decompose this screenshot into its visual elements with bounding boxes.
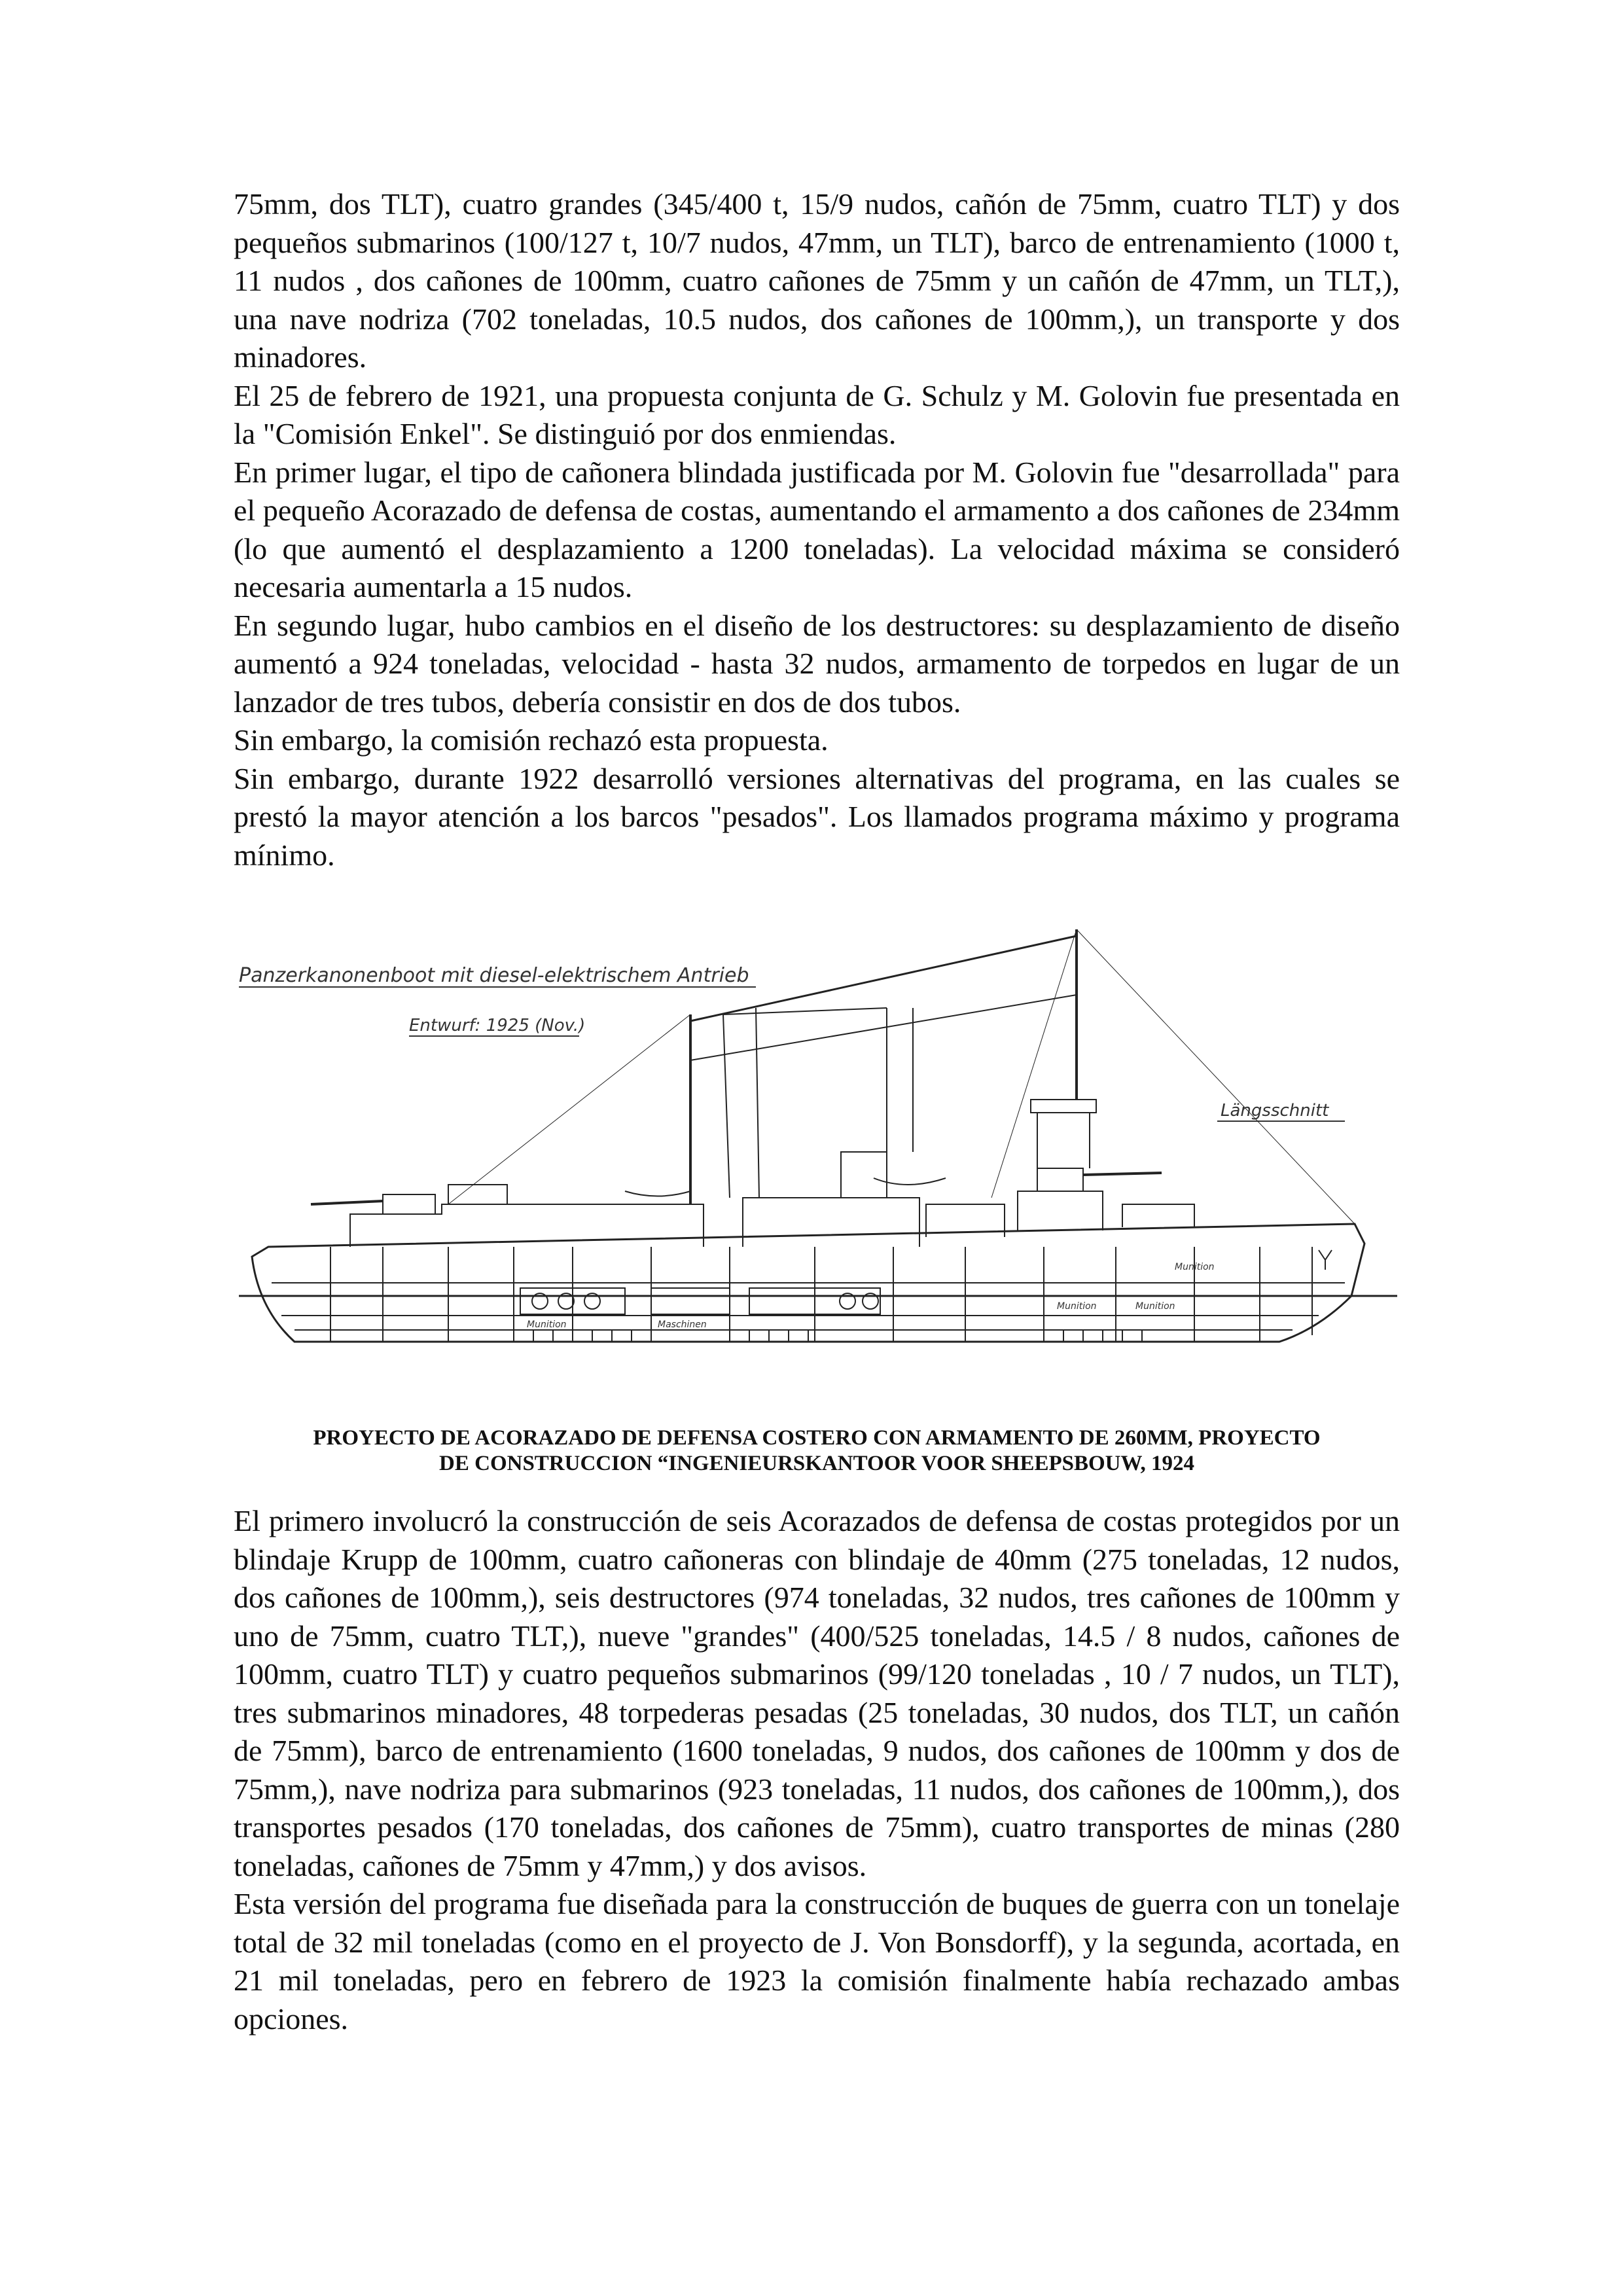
compartment-label: Munition <box>1175 1262 1215 1272</box>
ship-longitudinal-section <box>232 916 1404 1391</box>
paragraph: El 25 de febrero de 1921, una propuesta conjunta de G. Schulz y M. Golovin fue presentada en la "Comisión Enkel". Se distinguió por dos enmiendas. <box>234 378 1400 450</box>
compartment-label: Munition <box>527 1319 567 1330</box>
paragraph: 75mm, dos TLT), cuatro grandes (345/400 t, 15/9 nudos, cañón de 75mm, cuatro TLT) y dos pequeños submarinos (100/127 t, 10/7 nudos, 47mm, un TLT), barco de entrenamiento (1000 t, 11 nudos , dos cañones de 100mm, cuatro cañones de 75mm y un cañón de 47mm, un TLT,), una nave nodriza (702 toneladas, 10.5 nudos, dos cañones de 100mm,), un transporte y dos minadores. <box>234 187 1400 374</box>
paragraph: Sin embargo, durante 1922 desarrolló versiones alternativas del programa, en las cuales se prestó la mayor atención a los barcos "pesados". Los llamados programa máximo y programa mínimo. <box>234 761 1400 872</box>
figure-caption <box>234 1426 1400 1477</box>
paragraph: El primero involucró la construcción de seis Acorazados de defensa de costas protegidos por un blindaje Krupp de 100mm, cuatro cañoneras con blindaje de 40mm (275 toneladas, 12 nudos, dos cañones de 100mm,), seis destructores (974 toneladas, 32 nudos, tres cañones de 100mm y uno de 75mm, cuatro TLT,), nueve "grandes" (400/525 toneladas, 14.5 / 8 nudos, cañones de 100mm, cuatro TLT) y cuatro pequeños submarinos (99/120 toneladas , 10 / 7 nudos, un TLT), tres submarinos minadores, 48 torpederas pesadas (25 toneladas, 30 nudos, dos TLT, un cañón de 75mm), barco de entrenamiento (1600 toneladas, 9 nudos, dos cañones de 100mm y dos de 75mm,), nave nodriza para submarinos (923 toneladas, 11 nudos, dos cañones de 100mm,), dos transportes pesados (170 toneladas, dos cañones de 75mm), cuatro transportes de minas (280 toneladas, cañones de 75mm y 47mm,) y dos avisos. <box>234 1504 1400 1882</box>
paragraph: Sin embargo, la comisión rechazó esta propuesta. <box>234 723 829 757</box>
ship-outline <box>239 929 1397 1342</box>
paragraph: En segundo lugar, hubo cambios en el diseño de los destructores: su desplazamiento de diseño aumentó a 924 toneladas, velocidad - hasta 32 nudos, armamento de torpedos en lugar de un lanzador de tres tubos, debería consistir en dos de dos tubos. <box>234 608 1400 719</box>
drawing-date-text: Entwurf: 1925 (Nov.) <box>409 1016 586 1035</box>
ship-drawing-figure <box>232 916 1404 1391</box>
drawing-view-text: Längsschnitt <box>1221 1101 1329 1121</box>
compartment-label: Maschinen <box>658 1319 707 1330</box>
drawing-title-text: Panzerkanonenboot mit diesel-elektrischem Antrieb <box>239 964 749 987</box>
compartment-label: Munition <box>1057 1301 1097 1312</box>
top-text-block <box>234 185 1400 874</box>
caption-line: DE CONSTRUCCION “INGENIEURSKANTOOR VOOR SHEEPSBOUW, 1924 <box>439 1452 1194 1475</box>
compartment-label: Munition <box>1135 1301 1175 1312</box>
paragraph: En primer lugar, el tipo de cañonera blindada justificada por M. Golovin fue "desarrollada" para el pequeño Acorazado de defensa de costas, aumentando el armamento a dos cañones de 234mm (lo que aumentó el desplazamiento a 1200 toneladas). La velocidad máxima se consideró necesaria aumentarla a 15 nudos. <box>234 455 1400 603</box>
bottom-text-block <box>234 1502 1400 2038</box>
caption-line: PROYECTO DE ACORAZADO DE DEFENSA COSTERO CON ARMAMENTO DE 260MM, PROYECTO <box>313 1426 1321 1450</box>
paragraph: Esta versión del programa fue diseñada para la construcción de buques de guerra con un tonelaje total de 32 mil toneladas (como en el proyecto de J. Von Bonsdorff), y la segunda, acortada, en 21 mil toneladas, pero en febrero de 1923 la comisión finalmente había rechazado ambas opciones. <box>234 1887 1400 2036</box>
